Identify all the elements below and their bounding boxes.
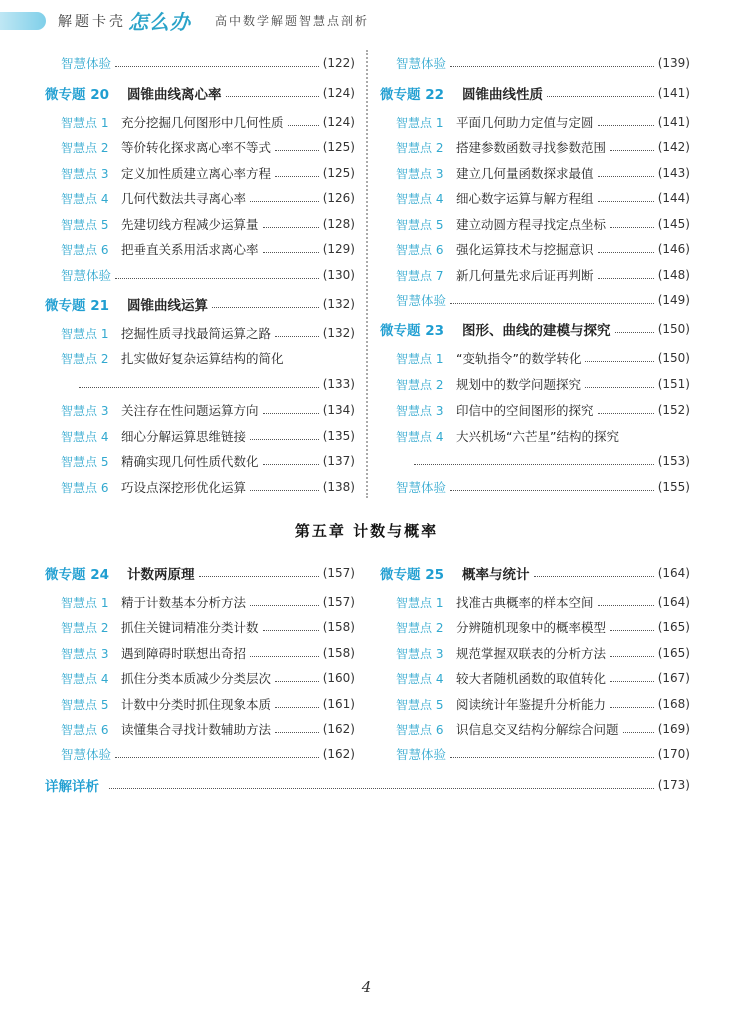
toc-point-entry[interactable]: 智慧点 6 强化运算技术与挖掘意识 (146) [396, 242, 690, 257]
column-divider [366, 50, 368, 498]
toc-point-entry[interactable]: 智慧点 1 挖掘性质寻找最简运算之路 (132) [61, 326, 355, 341]
toc-point-entry[interactable]: 智慧点 6 读懂集合寻找计数辅助方法 (162) [61, 722, 355, 737]
toc-experience-entry[interactable]: 智慧体验 (139) [396, 56, 690, 71]
toc-experience-entry[interactable]: 智慧体验 (155) [396, 480, 690, 495]
toc-point-entry[interactable]: 智慧点 4 较大者随机函数的取值转化 (167) [396, 671, 690, 686]
chapter-title: 第五章 计数与概率 [294, 522, 439, 540]
toc-point-entry[interactable]: 智慧点 3 定义加性质建立离心率方程 (125) [61, 166, 355, 181]
toc-point-entry[interactable]: 智慧点 2 搭建参数函数寻找参数范围 (142) [396, 140, 690, 155]
toc-point-entry[interactable]: 智慧点 2 分辨随机现象中的概率模型 (165) [396, 620, 690, 635]
toc-point-entry[interactable]: 智慧点 2 抓住关键词精准分类计数 (158) [61, 620, 355, 635]
toc-detailed-solutions[interactable]: 详解详析 (173) [45, 778, 690, 795]
series-title: 解题卡壳 [58, 14, 126, 30]
toc-continuation-line[interactable]: (133) [75, 373, 355, 395]
toc-topic-25[interactable]: 微专题 25 概率与统计 (164) [380, 566, 690, 583]
toc-experience-entry[interactable]: 智慧体验 (170) [396, 747, 690, 762]
brand-title: 怎么办 [128, 10, 191, 34]
toc-point-entry[interactable]: 智慧点 6 巧设点深挖形优化运算 (138) [61, 480, 355, 495]
toc-continuation-line[interactable]: (153) [410, 450, 690, 472]
toc-topic-22[interactable]: 微专题 22 圆锥曲线性质 (141) [380, 86, 690, 103]
toc-topic-24[interactable]: 微专题 24 计数两原理 (157) [45, 566, 355, 583]
toc-point-entry[interactable]: 智慧点 2 规划中的数学问题探究 (151) [396, 377, 690, 392]
toc-point-entry[interactable]: 智慧点 7 新几何量先求后证再判断 (148) [396, 268, 690, 283]
toc-point-entry[interactable]: 智慧点 4 抓住分类本质减少分类层次 (160) [61, 671, 355, 686]
toc-point-entry[interactable]: 智慧点 5 阅读统计年鉴提升分析能力 (168) [396, 697, 690, 712]
toc-point-entry[interactable]: 智慧点 4 几何代数法共寻离心率 (126) [61, 191, 355, 206]
toc-point-entry[interactable]: 智慧点 3 关注存在性问题运算方向 (134) [61, 403, 355, 418]
toc-point-entry[interactable]: 智慧点 6 识信息交叉结构分解综合问题 (169) [396, 722, 690, 737]
toc-experience-entry[interactable]: 智慧体验 (122) [61, 56, 355, 71]
toc-point-entry[interactable]: 智慧点 2 等价转化探求离心率不等式 (125) [61, 140, 355, 155]
toc-topic-21[interactable]: 微专题 21 圆锥曲线运算 (132) [45, 297, 355, 314]
toc-point-entry[interactable]: 智慧点 1 精于计数基本分析方法 (157) [61, 595, 355, 610]
toc-topic-23[interactable]: 微专题 23 图形、曲线的建模与探究 (150) [380, 322, 690, 339]
toc-point-entry[interactable]: 智慧点 4 细心分解运算思维链接 (135) [61, 429, 355, 444]
toc-point-entry[interactable]: 智慧点 6 把垂直关系用活求离心率 (129) [61, 242, 355, 257]
page-number: 4 [361, 978, 372, 996]
toc-experience-entry[interactable]: 智慧体验 (149) [396, 293, 690, 308]
toc-point-entry[interactable]: 智慧点 3 规范掌握双联表的分析方法 (165) [396, 646, 690, 661]
toc-topic-20[interactable]: 微专题 20 圆锥曲线离心率 (124) [45, 86, 355, 103]
toc-point-entry[interactable]: 智慧点 5 建立动圆方程寻找定点坐标 (145) [396, 217, 690, 232]
book-subtitle: 高中数学解题智慧点剖析 [215, 14, 370, 28]
toc-point-entry[interactable]: 智慧点 2 扎实做好复杂运算结构的简化 [61, 351, 284, 366]
toc-point-entry[interactable]: 智慧点 5 先建切线方程减少运算量 (128) [61, 217, 355, 232]
toc-point-entry[interactable]: 智慧点 1 找准古典概率的样本空间 (164) [396, 595, 690, 610]
running-header [0, 8, 733, 34]
toc-point-entry[interactable]: 智慧点 3 建立几何量函数探求最值 (143) [396, 166, 690, 181]
toc-point-entry[interactable]: 智慧点 4 细心数字运算与解方程组 (144) [396, 191, 690, 206]
toc-point-entry[interactable]: 智慧点 4 大兴机场“六芒星”结构的探究 [396, 429, 619, 444]
header-accent-bar [0, 12, 46, 30]
toc-experience-entry[interactable]: 智慧体验 (162) [61, 747, 355, 762]
toc-point-entry[interactable]: 智慧点 5 精确实现几何性质代数化 (137) [61, 454, 355, 469]
toc-point-entry[interactable]: 智慧点 3 印信中的空间图形的探究 (152) [396, 403, 690, 418]
toc-point-entry[interactable]: 智慧点 5 计数中分类时抓住现象本质 (161) [61, 697, 355, 712]
toc-point-entry[interactable]: 智慧点 1 平面几何助力定值与定圆 (141) [396, 115, 690, 130]
toc-point-entry[interactable]: 智慧点 3 遇到障碍时联想出奇招 (158) [61, 646, 355, 661]
toc-experience-entry[interactable]: 智慧体验 (130) [61, 268, 355, 283]
toc-point-entry[interactable]: 智慧点 1 充分挖掘几何图形中几何性质 (124) [61, 115, 355, 130]
toc-point-entry[interactable]: 智慧点 1 “变轨指令”的数学转化 (150) [396, 351, 690, 366]
